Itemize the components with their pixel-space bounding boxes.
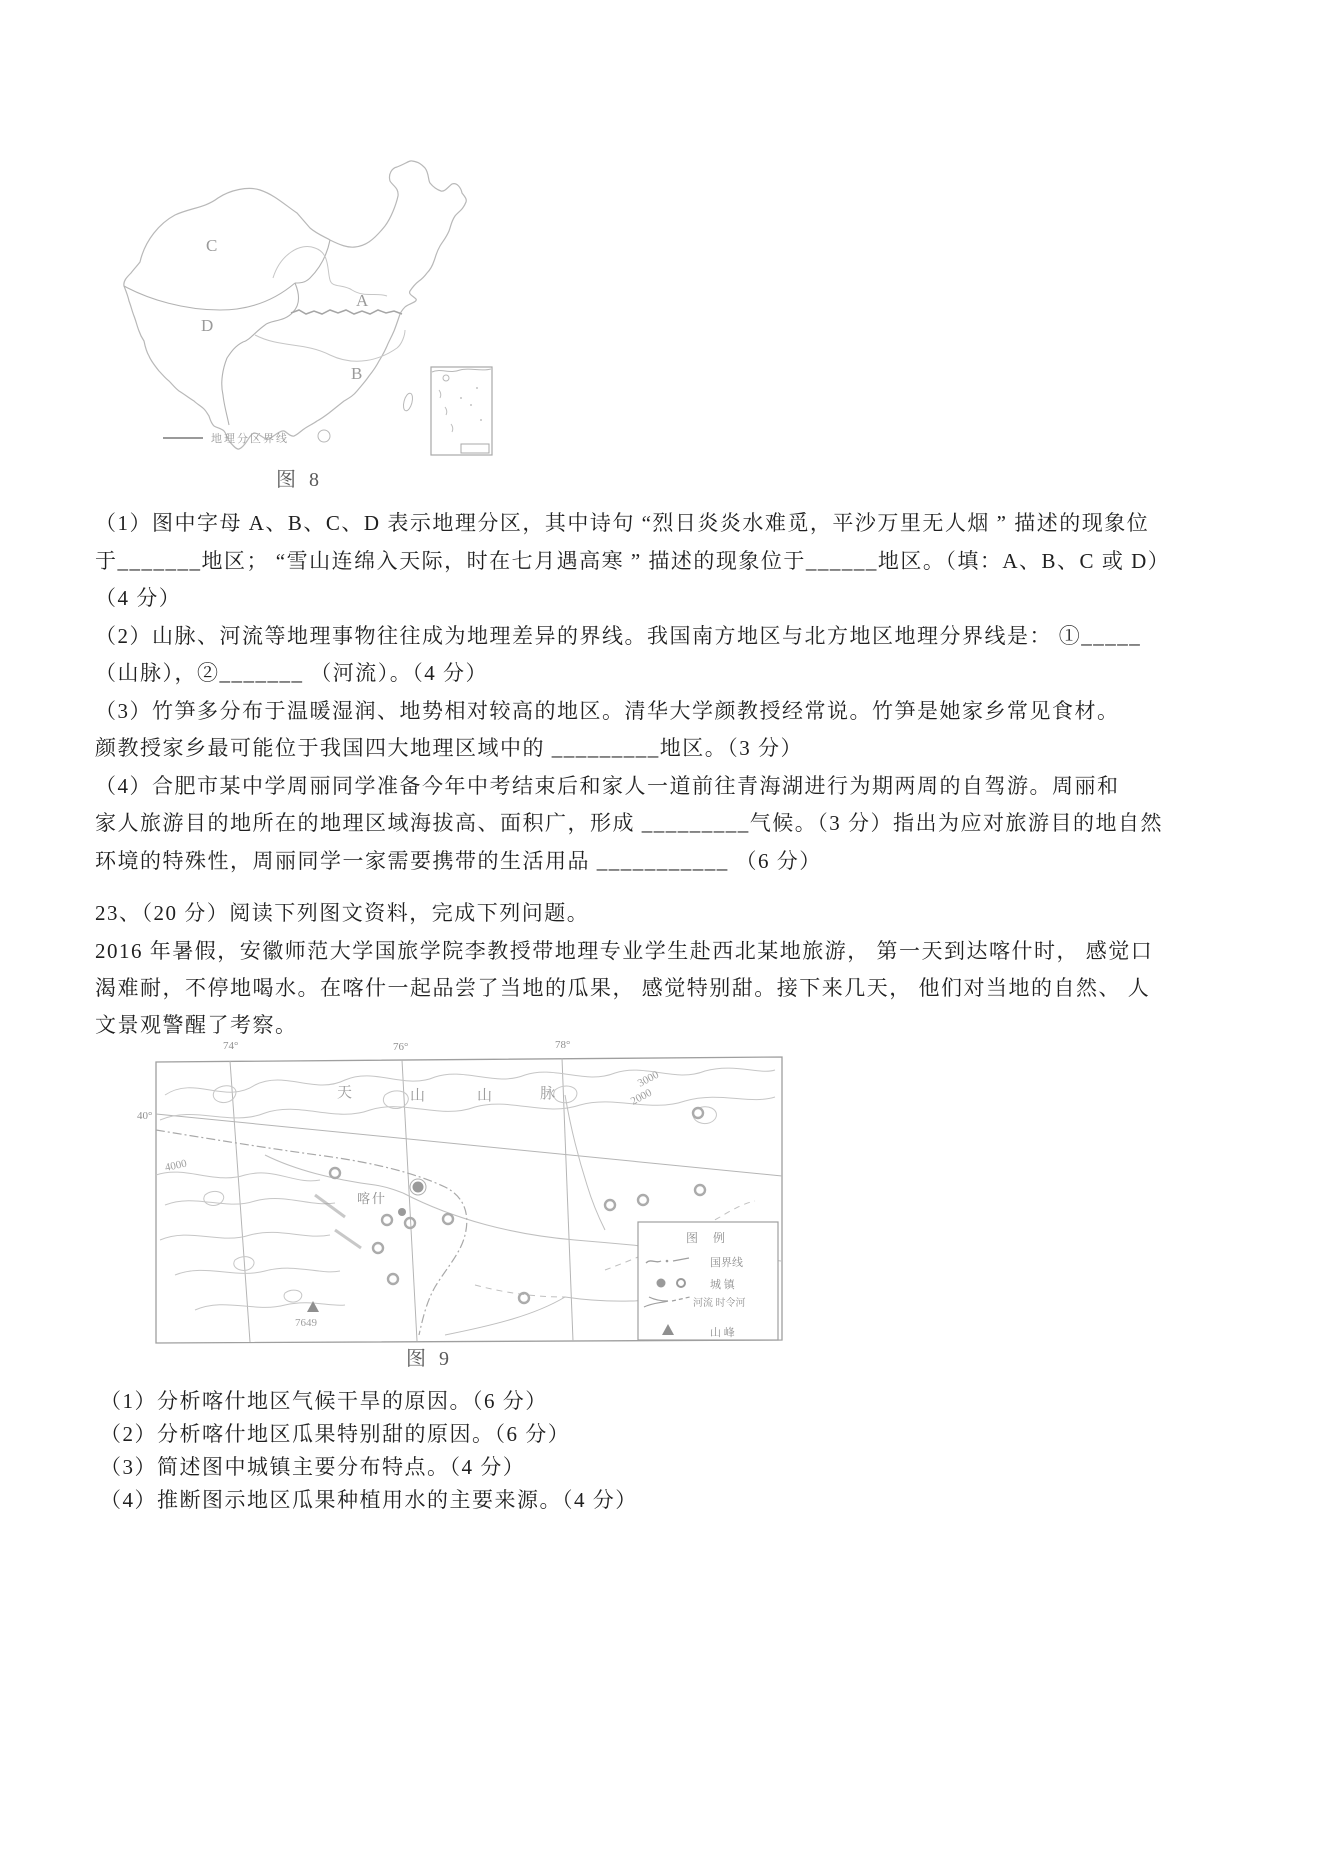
contour-elevation-labels (164, 1068, 661, 1173)
lon-label-74: 74° (223, 1040, 239, 1052)
q22-line-7: 颜教授家乡最可能位于我国四大地理区域中的 _________地区。（3 分） (95, 736, 803, 760)
q23-question-1: （1）分析喀什地区气候干旱的原因。（6 分） (100, 1389, 548, 1413)
kashgar-map (135, 1035, 790, 1370)
q22-line-5: （山脉），②_______ （河流）。（4 分） (95, 661, 488, 685)
region-letter-d: D (201, 316, 214, 335)
q22-line-2: 于_______地区； “雪山连绵入天际，时在七月遇高寒 ” 描述的现象位于______地区。（填：A、B、C 或 D） (95, 549, 1171, 573)
q23-question-3: （3）简述图中城镇主要分布特点。（4 分） (100, 1455, 526, 1479)
china-region-map (105, 120, 505, 495)
legend-towns-label: 城 镇 (710, 1279, 735, 1291)
contour-label-2000: 2000 (628, 1086, 654, 1108)
map-legend (163, 431, 289, 445)
q23-question-2: （2）分析喀什地区瓜果特别甜的原因。（6 分） (100, 1422, 571, 1446)
south-china-sea-inset (431, 367, 492, 455)
graticule-labels (137, 1039, 570, 1122)
legend-line-label: 地理分区界线 (211, 433, 289, 445)
legend-title: 图 例 (686, 1231, 732, 1245)
peak-elevation-label: 7649 (295, 1317, 317, 1329)
contour-label-3000: 3000 (635, 1068, 661, 1090)
figure9-caption: 图 9 (406, 1348, 453, 1370)
q23-intro-line-3: 文景观警醒了考察。 (95, 1013, 298, 1037)
lon-label-76: 76° (393, 1041, 409, 1053)
q22-line-10: 环境的特殊性，周丽同学一家需要携带的生活用品 ___________ （6 分） (95, 849, 822, 873)
q22-line-9: 家人旅游目的地所在的地理区域海拔高、面积广，形成 _________气候。（3 分）指出为应对旅游目的地自然 (95, 811, 1163, 835)
islands (318, 392, 414, 442)
map-legend-box (638, 1222, 778, 1340)
peak-marker (295, 1301, 319, 1329)
mountain-char-2: 山 (410, 1088, 426, 1104)
q22-line-3: （4 分） (95, 586, 182, 610)
contour-label-4000: 4000 (163, 1157, 188, 1174)
mountain-char-1: 天 (337, 1085, 353, 1101)
lon-label-78: 78° (555, 1039, 571, 1051)
mountain-range-label (337, 1084, 555, 1104)
region-letter-c: C (206, 236, 218, 255)
q22-line-4: （2）山脉、河流等地理事物往往成为地理差异的界线。我国南方地区与北方地区地理分界线是： ①_____ (95, 624, 1142, 648)
region-letter-b: B (351, 364, 363, 383)
region-boundaries (124, 240, 402, 425)
q22-line-6: （3）竹笋多分布于温暖湿润、地势相对较高的地区。清华大学颜教授经常说。竹笋是她家乡常见食材。 (95, 699, 1120, 723)
mountain-char-4: 脉 (540, 1086, 556, 1102)
figure8-caption: 图 8 (276, 469, 323, 491)
q23-heading: 23、（20 分）阅读下列图文资料，完成下列问题。 (95, 901, 590, 925)
q23-intro-line-2: 渴难耐，不停地喝水。在喀什一起品尝了当地的瓜果， 感觉特别甜。接下来几天， 他们对当地的自然、 人 (95, 976, 1151, 1000)
q23-question-4: （4）推断图示地区瓜果种植用水的主要来源。（4 分） (100, 1488, 638, 1512)
region-letter-a: A (356, 291, 369, 310)
legend-peak-label: 山 峰 (710, 1327, 735, 1339)
legend-boundary-label: 国界线 (710, 1257, 743, 1269)
legend-rivers-label: 河流 时令河 (693, 1298, 746, 1309)
mountain-shading (315, 1195, 361, 1248)
q22-line-1: （1）图中字母 A、B、C、D 表示地理分区，其中诗句 “烈日炎炎水难觅，平沙万里无人烟 ” 描述的现象位 (95, 511, 1150, 535)
q23-intro-line-1: 2016 年暑假，安徽师范大学国旅学院李教授带地理专业学生赴西北某地旅游， 第一天到达喀什时， 感觉口 (95, 939, 1154, 963)
river-lines (255, 247, 405, 362)
q22-line-8: （4）合肥市某中学周丽同学准备今年中考结束后和家人一道前往青海湖进行为期两周的自驾游。周丽和 (95, 774, 1120, 798)
lat-label-40: 40° (137, 1110, 153, 1122)
mountain-char-3: 山 (477, 1088, 493, 1104)
kashgar-city-label: 喀什 (357, 1191, 388, 1206)
